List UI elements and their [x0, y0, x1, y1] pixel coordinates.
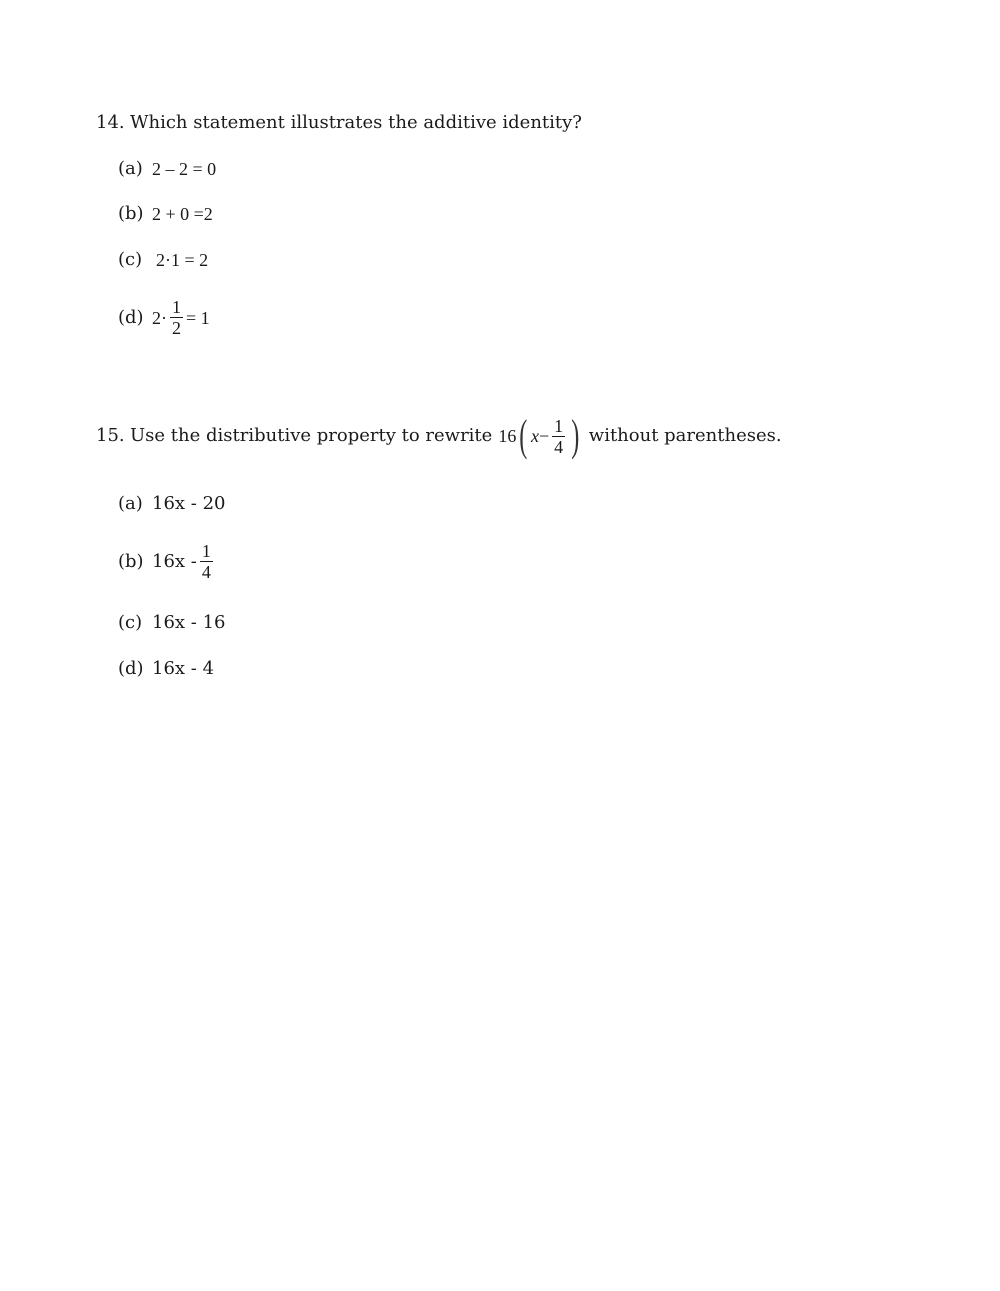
question-number: 15. [96, 425, 125, 446]
option-letter: (c) [118, 612, 143, 633]
question-15-prompt [96, 411, 782, 460]
option-letter: (b) [118, 550, 144, 572]
fraction-denominator: 4 [554, 436, 564, 457]
option-pre: 16x - [152, 550, 197, 572]
q15-option-a[interactable] [118, 493, 226, 515]
fraction-numerator: 1 [201, 541, 211, 561]
fraction-one-quarter [200, 541, 213, 582]
q15-option-d[interactable] [118, 658, 214, 680]
option-letter: (d) [118, 306, 144, 328]
question-text: Which statement illustrates the additive identity? [130, 112, 582, 133]
option-text: 16x - 16 [152, 612, 226, 633]
option-letter: (b) [118, 203, 144, 224]
left-paren: ( [519, 411, 528, 460]
option-text: 16x - 20 [152, 493, 226, 514]
expr-variable: x [530, 426, 539, 446]
question-14-prompt [96, 112, 582, 134]
expr-minus: − [538, 426, 550, 446]
fraction-one-half [170, 297, 183, 338]
q14-option-b[interactable] [118, 203, 213, 225]
right-paren: ) [571, 411, 580, 460]
fraction-numerator: 1 [554, 415, 564, 436]
option-letter: (d) [118, 658, 144, 679]
question-text-after: without parentheses. [588, 425, 782, 446]
option-letter: (a) [118, 158, 143, 179]
option-post: = 1 [186, 307, 210, 328]
fraction-denominator: 4 [201, 562, 211, 582]
option-pre: 2· [152, 307, 167, 328]
fraction-one-quarter [552, 416, 565, 457]
q14-option-c[interactable] [118, 249, 208, 271]
fraction-numerator: 1 [172, 297, 181, 317]
q15-option-c[interactable] [118, 612, 226, 634]
option-text: 2 – 2 = 0 [152, 159, 217, 179]
distributive-expression [498, 411, 582, 460]
question-text-before: Use the distributive property to rewrite [130, 425, 493, 446]
q15-option-b[interactable] [118, 541, 216, 582]
q14-option-a[interactable] [118, 158, 216, 180]
option-text: 2 + 0 =2 [152, 204, 213, 224]
option-letter: (a) [118, 493, 143, 514]
question-number: 14. [96, 112, 125, 133]
option-text: 2·1 = 2 [156, 250, 209, 270]
fraction-denominator: 2 [172, 318, 181, 338]
option-letter: (c) [118, 249, 143, 270]
option-text: 16x - 4 [152, 658, 215, 679]
q14-option-d[interactable] [118, 297, 210, 338]
expr-coefficient: 16 [498, 426, 517, 446]
